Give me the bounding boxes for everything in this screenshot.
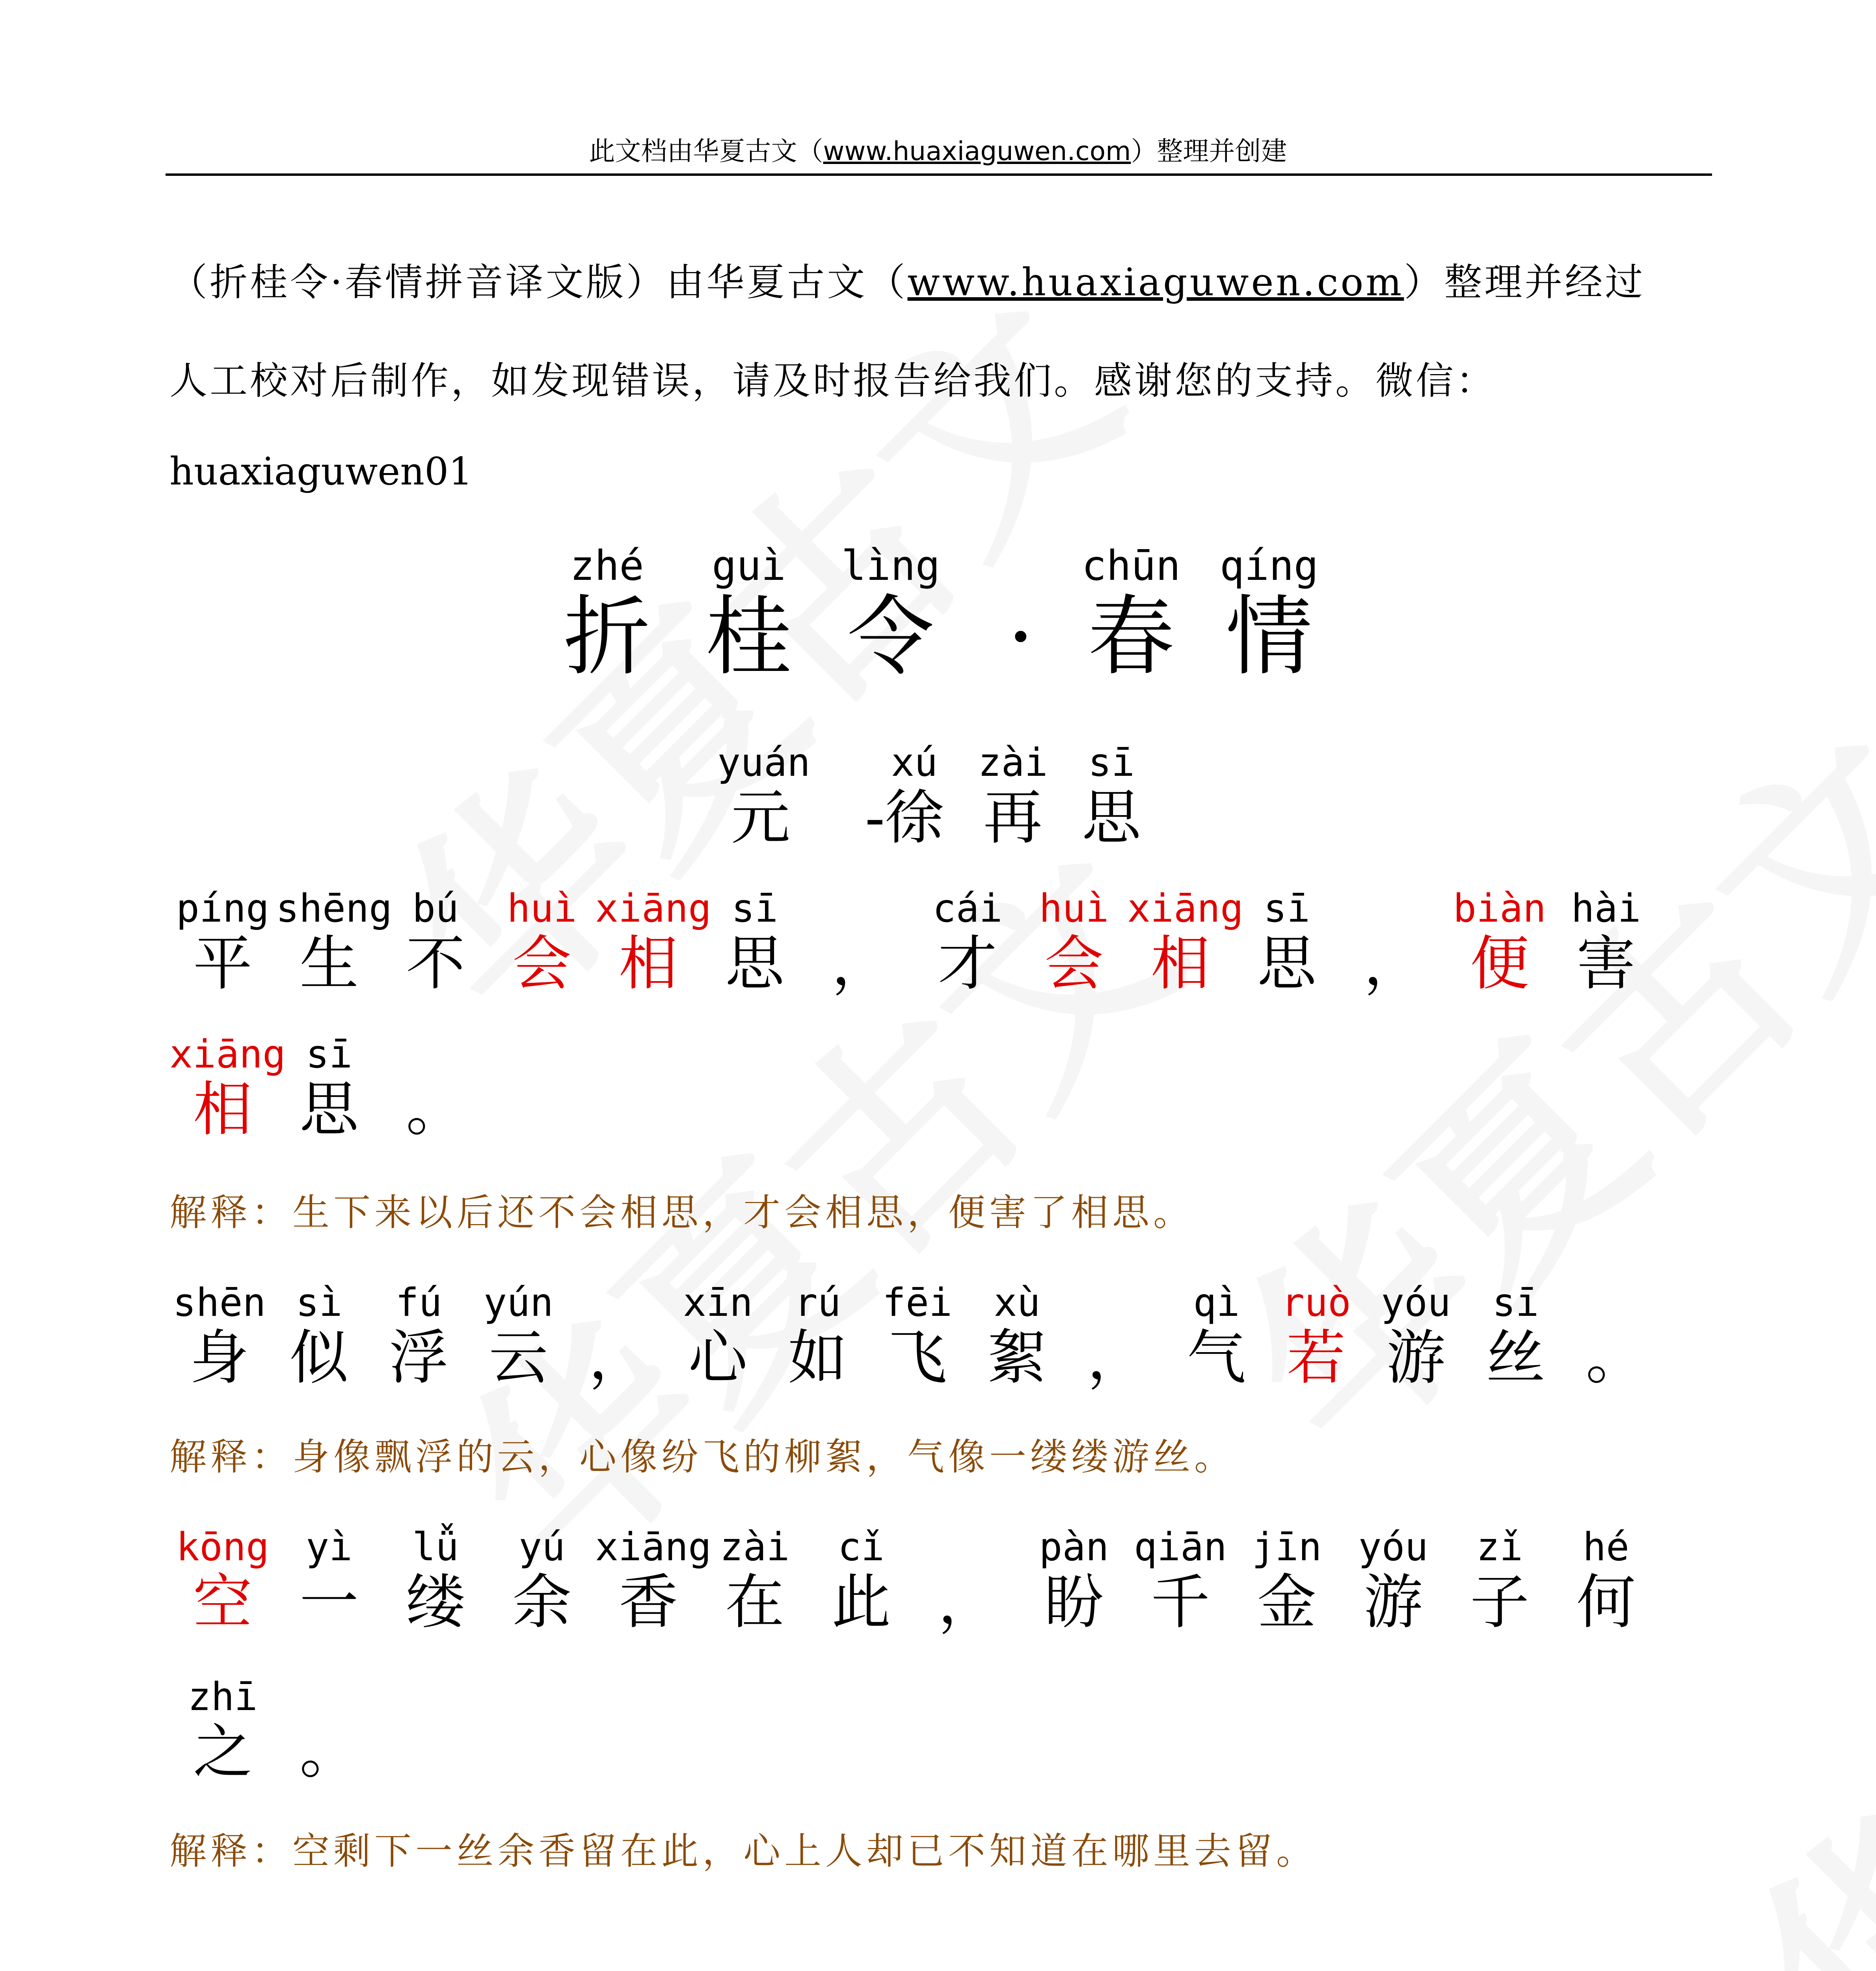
hanzi: 何: [1576, 1568, 1636, 1637]
verse-char: [382, 887, 489, 997]
hanzi: 缕: [406, 1568, 465, 1637]
hanzi: 思: [1081, 784, 1141, 852]
pinyin: xīn: [683, 1280, 753, 1325]
pinyin: qì: [1193, 1280, 1240, 1325]
pinyin: zhī: [188, 1675, 258, 1720]
hanzi: 浮: [389, 1324, 449, 1392]
pinyin: shēn: [173, 1280, 266, 1325]
verse-char: [489, 1526, 595, 1636]
title-char: [548, 544, 666, 686]
verse-char: [169, 887, 276, 997]
pinyin: fú: [395, 1280, 442, 1325]
pinyin: zài: [978, 740, 1048, 785]
pinyin: yú: [518, 1525, 565, 1570]
hanzi: 空: [193, 1568, 252, 1637]
hanzi: 絮: [987, 1324, 1047, 1392]
verse-char: [1067, 1281, 1167, 1392]
hanzi: ，: [938, 1568, 997, 1637]
verse-char: [668, 1281, 768, 1392]
pinyin: [1340, 887, 1446, 930]
verse-char: [1340, 887, 1446, 997]
verse-char: [1021, 1526, 1127, 1636]
pinyin: píng: [176, 886, 269, 931]
verse-char: [867, 1281, 967, 1392]
pinyin: lìng: [841, 542, 940, 590]
verse-char: [1446, 1526, 1553, 1636]
hanzi: 丝: [1486, 1324, 1545, 1392]
verse-char: [1466, 1281, 1565, 1392]
verse-char: [169, 1526, 276, 1636]
hanzi: 春: [1087, 586, 1174, 687]
verse-char: [369, 1281, 469, 1392]
hanzi: -: [865, 784, 885, 852]
verse-char: [595, 1525, 712, 1637]
verse-char: [808, 887, 914, 997]
author-char: [1068, 741, 1155, 851]
verse-char: [1446, 887, 1553, 997]
hanzi: 子: [1470, 1568, 1529, 1637]
hanzi: 生: [299, 930, 359, 998]
header-suffix: ）整理并创建: [1131, 136, 1287, 166]
pinyin: pàn: [1039, 1525, 1109, 1570]
verse-char: [169, 1675, 276, 1786]
verse-char: [276, 1675, 382, 1786]
hanzi: 如: [788, 1324, 847, 1392]
verse-char: [1266, 1281, 1366, 1392]
verse-char: [169, 1281, 269, 1392]
hanzi: 。: [1586, 1324, 1645, 1392]
hanzi: 。: [299, 1718, 359, 1787]
verse-char: [489, 887, 595, 997]
hanzi: 此: [831, 1568, 891, 1637]
hanzi: 相: [618, 930, 678, 998]
pinyin: kōng: [176, 1525, 269, 1570]
hanzi: 似: [289, 1324, 349, 1392]
pinyin: xiāng: [595, 1525, 712, 1570]
title-char: [1072, 544, 1190, 686]
hanzi: 思: [725, 930, 784, 998]
verse-explanation: 解释：身像飘浮的云，心像纷飞的柳絮，气像一缕缕游丝。: [169, 1436, 1236, 1479]
pinyin: qiān: [1133, 1525, 1227, 1570]
hanzi: ，: [588, 1324, 648, 1392]
pinyin: shēng: [276, 886, 393, 931]
verse-char: [1565, 1281, 1665, 1392]
hanzi: 元: [731, 784, 790, 852]
title-char: [962, 544, 1080, 686]
title-char: [832, 544, 950, 686]
hanzi: 思: [1257, 930, 1316, 998]
pinyin: sī: [305, 1032, 352, 1077]
intro-line1-prefix: （折桂令·春情拼音译文版）由华夏古文（: [169, 260, 908, 304]
hanzi: 飞: [888, 1324, 947, 1392]
hanzi: 之: [193, 1718, 252, 1787]
verse-char: [568, 1281, 668, 1392]
pinyin: yuán: [717, 740, 811, 785]
watermark: [1675, 1268, 1876, 1971]
title-char: [1210, 544, 1328, 686]
hanzi: 气: [1187, 1324, 1246, 1392]
hanzi: 心: [688, 1324, 748, 1392]
hanzi: 游: [1386, 1324, 1446, 1392]
hanzi: ，: [1363, 930, 1423, 998]
verse-char: [595, 886, 712, 998]
author-char: [970, 741, 1056, 851]
pinyin: ruò: [1281, 1280, 1351, 1325]
pinyin: hài: [1571, 886, 1641, 931]
verse-char: [1127, 886, 1244, 998]
pinyin: rú: [794, 1280, 841, 1325]
hanzi: 香: [618, 1568, 678, 1637]
hanzi: ，: [831, 930, 891, 998]
pinyin: huì: [1039, 886, 1109, 931]
pinyin: xiāng: [1127, 886, 1244, 931]
pinyin: cǐ: [838, 1525, 884, 1570]
verse-char: [914, 1526, 1021, 1636]
hanzi: 会: [1044, 930, 1104, 998]
pinyin: [808, 887, 914, 930]
intro-link[interactable]: www.huaxiaguwen.com: [907, 260, 1404, 304]
pinyin: jīn: [1252, 1525, 1322, 1570]
hanzi: 盼: [1044, 1568, 1104, 1637]
verse-char: [1366, 1281, 1466, 1392]
pinyin: [914, 1526, 1021, 1569]
hanzi: 相: [1150, 930, 1210, 998]
hanzi: 一: [299, 1568, 359, 1637]
hanzi: ·: [1007, 586, 1035, 687]
author-char: [871, 741, 958, 851]
pinyin: sī: [1492, 1280, 1539, 1325]
hanzi: 桂: [705, 586, 792, 687]
pinyin: xù: [994, 1280, 1040, 1325]
intro-line-3: huaxiaguwen01: [169, 449, 473, 494]
pinyin: [1067, 1281, 1167, 1325]
verse-char: [382, 1526, 489, 1636]
verse-char: [276, 886, 393, 998]
hanzi: 徐: [884, 784, 944, 852]
pinyin: xiāng: [595, 886, 712, 931]
verse-char: [967, 1281, 1067, 1392]
verse-char: [1127, 1526, 1234, 1636]
hanzi: 若: [1286, 1324, 1346, 1392]
hanzi: 千: [1150, 1568, 1210, 1637]
pinyin: bú: [412, 886, 459, 931]
pinyin: biàn: [1453, 886, 1546, 931]
pinyin: [276, 1675, 382, 1719]
intro-line-2: 人工校对后制作，如发现错误，请及时报告给我们。感谢您的支持。微信：: [169, 359, 1496, 403]
pinyin: qíng: [1219, 542, 1319, 590]
pinyin: yóu: [1358, 1525, 1428, 1570]
hanzi: 害: [1576, 930, 1636, 998]
pinyin: cái: [932, 886, 1003, 931]
pinyin: [962, 544, 1080, 587]
hanzi: 余: [512, 1568, 571, 1637]
verse-explanation: 解释：生下来以后还不会相思，才会相思，便害了相思。: [169, 1191, 1195, 1234]
page-header: [0, 130, 1876, 168]
pinyin: [382, 1033, 489, 1076]
verse-char: [1553, 887, 1659, 997]
pinyin: huì: [507, 886, 577, 931]
pinyin: sī: [1263, 886, 1310, 931]
pinyin: yún: [483, 1280, 553, 1325]
hanzi: 游: [1363, 1568, 1423, 1637]
pinyin: hé: [1582, 1525, 1629, 1570]
verse-char: [1234, 887, 1340, 997]
verse-char: [1553, 1526, 1659, 1636]
hanzi: ，: [1087, 1324, 1146, 1392]
pinyin: chūn: [1081, 542, 1181, 590]
title-char: [690, 544, 808, 686]
pinyin: xiāng: [169, 1032, 286, 1077]
pinyin: fēi: [882, 1280, 952, 1325]
verse-char: [382, 1033, 489, 1143]
verse-explanation: 解释：空剩下一丝余香留在此，心上人却已不知道在哪里去留。: [169, 1830, 1318, 1873]
hanzi: 思: [299, 1075, 359, 1144]
hanzi: 金: [1257, 1568, 1316, 1637]
verse-char: [702, 887, 808, 997]
verse-char: [702, 1526, 808, 1636]
hanzi: 在: [725, 1568, 784, 1637]
pinyin: sī: [1088, 740, 1135, 785]
pinyin: zǐ: [1476, 1525, 1523, 1570]
hanzi: 折: [563, 586, 650, 687]
verse-char: [276, 1526, 382, 1636]
hanzi: 云: [489, 1324, 548, 1392]
pinyin: lǚ: [412, 1525, 459, 1570]
pinyin: guì: [712, 542, 786, 590]
header-divider: [166, 173, 1712, 176]
hanzi: 才: [938, 930, 997, 998]
hanzi: 令: [847, 586, 934, 687]
verse-char: [269, 1281, 369, 1392]
verse-char: [808, 1526, 914, 1636]
pinyin: zài: [720, 1525, 790, 1570]
hanzi: 不: [406, 930, 465, 998]
pinyin: sī: [731, 886, 778, 931]
hanzi: 再: [983, 784, 1042, 852]
intro-line-1: [169, 252, 1707, 306]
pinyin: zhé: [570, 542, 644, 590]
header-prefix: 此文档由华夏古文（: [589, 136, 823, 166]
hanzi: 便: [1470, 930, 1529, 998]
pinyin: [568, 1281, 668, 1325]
verse-char: [1234, 1526, 1340, 1636]
hanzi: 。: [406, 1075, 465, 1144]
intro-line1-suffix: ）整理并经过: [1404, 260, 1645, 304]
verse-char: [1340, 1526, 1446, 1636]
hanzi: 平: [193, 930, 252, 998]
hanzi: 相: [193, 1075, 252, 1144]
verse-char: [1021, 887, 1127, 997]
pinyin: sì: [296, 1280, 342, 1325]
verse-char: [914, 887, 1021, 997]
verse-char: [768, 1281, 867, 1392]
hanzi: 情: [1225, 586, 1312, 687]
verse-char: [469, 1281, 568, 1392]
pinyin: yì: [305, 1525, 352, 1570]
pinyin: [1565, 1281, 1665, 1325]
header-link[interactable]: www.huaxiaguwen.com: [823, 136, 1131, 166]
verse-char: [1167, 1281, 1266, 1392]
hanzi: 身: [190, 1324, 249, 1392]
verse-char: [169, 1032, 286, 1144]
pinyin: xú: [891, 740, 938, 785]
author-char: [717, 740, 811, 852]
verse-char: [276, 1033, 382, 1143]
hanzi: 会: [512, 930, 571, 998]
pinyin: yóu: [1381, 1280, 1451, 1325]
